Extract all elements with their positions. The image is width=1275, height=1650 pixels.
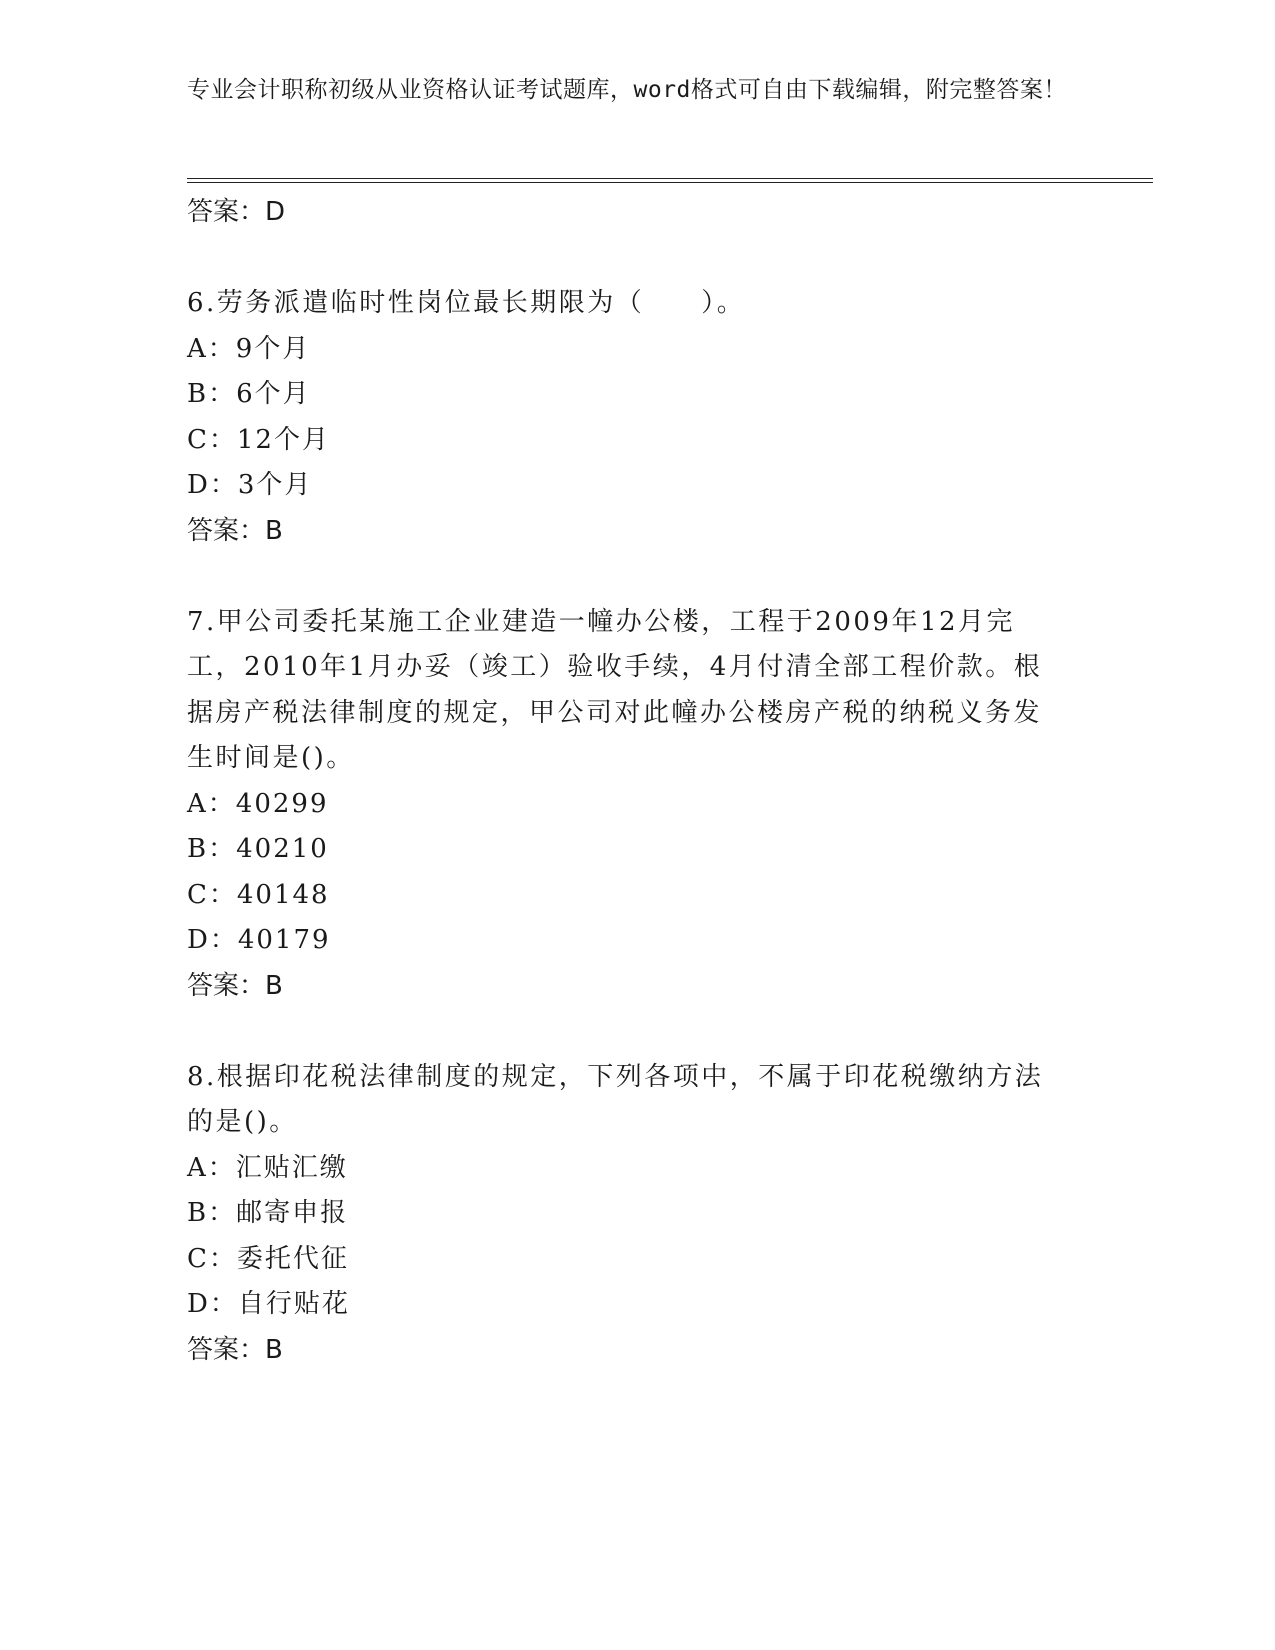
question-6 xyxy=(187,281,1067,554)
question-stem: 6.劳务派遣临时性岗位最长期限为（ ）。 xyxy=(187,288,746,318)
option-d: D：40179 xyxy=(187,925,331,955)
question-answer: 答案：B xyxy=(187,1334,283,1365)
question-answer: 答案：B xyxy=(187,515,283,546)
option-d: D：3个月 xyxy=(187,470,313,500)
option-a: A：9个月 xyxy=(187,333,311,364)
option-c: C：委托代征 xyxy=(187,1243,349,1274)
header-rule-top xyxy=(187,178,1153,179)
spacer xyxy=(187,235,1067,281)
option-b: B：6个月 xyxy=(187,379,311,409)
spacer xyxy=(187,554,1067,600)
header-rule-bottom xyxy=(187,182,1153,183)
spacer xyxy=(187,1009,1067,1055)
option-a: A：40299 xyxy=(187,788,329,819)
question-8 xyxy=(187,1055,1067,1373)
option-d: D：自行贴花 xyxy=(187,1289,350,1319)
header-text: 专业会计职称初级从业资格认证考试题库，word格式可自由下载编辑，附完整答案！ xyxy=(187,77,1067,103)
option-b: B：40210 xyxy=(187,834,329,864)
question-answer: 答案：B xyxy=(187,970,283,1001)
option-a: A：汇贴汇缴 xyxy=(187,1152,348,1183)
previous-answer: 答案：D xyxy=(187,197,286,227)
option-c: C：40148 xyxy=(187,879,330,910)
question-list xyxy=(187,190,1067,1373)
question-7 xyxy=(187,600,1067,1009)
option-b: B：邮寄申报 xyxy=(187,1198,349,1228)
option-c: C：12个月 xyxy=(187,424,330,455)
question-stem: 8.根据印花税法律制度的规定，下列各项中，不属于印花税缴纳方法的是()。 xyxy=(187,1061,1044,1137)
question-stem: 7.甲公司委托某施工企业建造一幢办公楼，工程于2009年12月完工，2010年1月办妥（竣工）验收手续，4月付清全部工程价款。根据房产税法律制度的规定，甲公司对此幢办公楼房产税的纳税义务发生时间是()。 xyxy=(187,606,1043,773)
